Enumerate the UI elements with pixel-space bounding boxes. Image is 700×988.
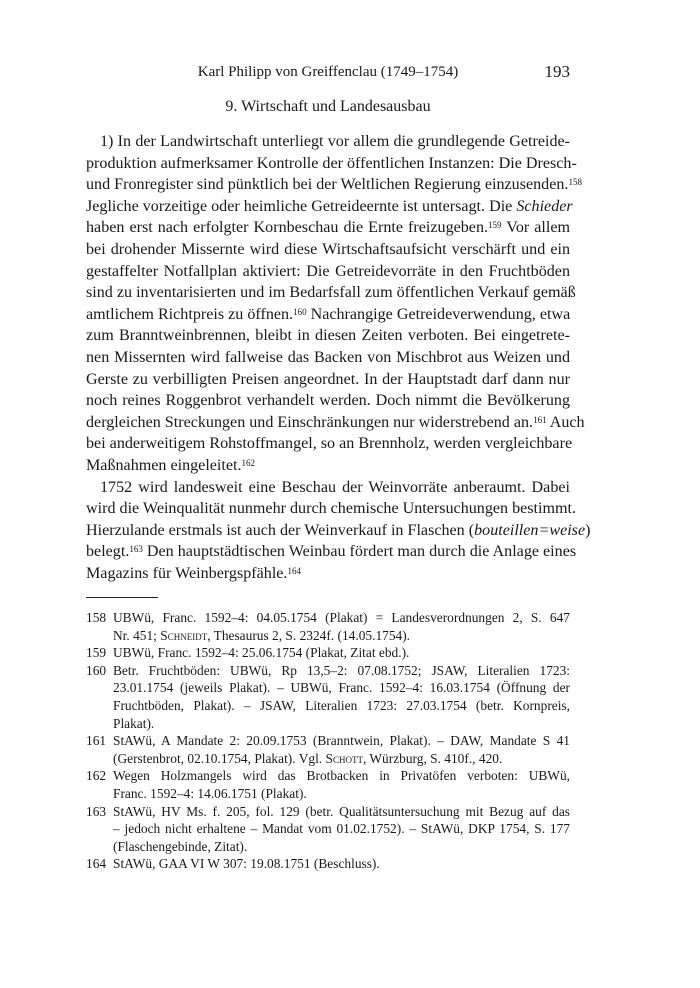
footnote-line: Plakat).: [113, 715, 155, 731]
text-line: wird die Weinqualität nunmehr durch chemische Untersuchungen bestimmt.: [86, 500, 577, 518]
footnote-158: [86, 609, 570, 644]
text-line: zum Branntweinbrennen, bleibt in diesen Zeiten verboten. Bei eingetrete-: [86, 327, 570, 345]
footnote-number: 162: [86, 768, 107, 784]
text-span: und Fronregister sind pünktlich bei der Weltlichen Regierung einzusenden.: [86, 176, 569, 194]
text-span: , Würzburg, S. 410f., 420.: [362, 750, 503, 766]
footnote-number: 158: [86, 610, 107, 625]
text-line: [86, 541, 577, 563]
page-number: 193: [544, 62, 570, 81]
text-line: bei drohender Missernte wird diese Wirtschaftsaufsicht verschärft und ein: [86, 240, 570, 258]
footnote-163: [86, 803, 570, 856]
text-span: Nr. 451;: [113, 627, 161, 643]
footnote-line: StAWü, GAA VI W 307: 19.08.1751 (Beschluss).: [113, 856, 380, 872]
footnote-number: 164: [86, 856, 107, 872]
text-line: [86, 412, 585, 434]
footnote-line: Franc. 1592–4: 14.06.1751 (Plakat).: [113, 785, 307, 801]
footnote-number: 161: [86, 733, 107, 749]
emphasis: Schieder: [516, 197, 573, 215]
footnotes: [86, 609, 570, 873]
text-span: dergleichen Streckungen und Einschränkungen nur widerstrebend an.: [86, 413, 534, 431]
footnote-ref[interactable]: 159: [488, 220, 502, 231]
text-line: produktion aufmerksamer Kontrolle der öffentlichen Instanzen: Die Dresch-: [86, 154, 577, 172]
footnote-160: [86, 662, 570, 732]
text-line: 1752 wird landesweit eine Beschau der Weinvorräte anberaumt. Dabei: [100, 478, 570, 496]
footnote-ref[interactable]: 163: [129, 544, 143, 555]
text-span: Magazins für Weinbergspfähle.: [86, 564, 288, 582]
text-line: [86, 520, 591, 542]
text-line: [86, 563, 570, 585]
text-span: Hierzulande erstmals ist auch der Weinverkauf in Flaschen (: [86, 521, 475, 539]
text-span: (Gerstenbrot, 02.10.1754, Plakat). Vgl.: [113, 750, 326, 766]
footnote-ref[interactable]: 162: [241, 457, 256, 468]
text-span: Vor allem: [501, 219, 570, 237]
footnote-number: 163: [86, 803, 107, 819]
text-line: 1) In der Landwirtschaft unterliegt vor allem die grundlegende Getreide-: [100, 133, 570, 150]
text-span: ): [585, 521, 591, 539]
footnote-line: Wegen Holzmangels wird das Brotbacken in Privatöfen verboten: UBWü,: [113, 768, 570, 784]
text-line: nen Missernten wird fallweise das Backen von Mischbrot aus Weizen und: [86, 348, 570, 366]
text-span: Maßnahmen eingeleitet.: [86, 456, 242, 474]
footnote-ref[interactable]: 164: [287, 565, 301, 576]
footnote-ref[interactable]: 160: [293, 306, 307, 317]
footnote-162: [86, 767, 570, 802]
footnote-separator: [86, 597, 158, 598]
footnote-line: StAWü, A Mandate 2: 20.09.1753 (Branntwein, Plakat). – DAW, Mandate S 41: [113, 733, 570, 749]
footnote-line: Betr. Fruchtböden: UBWü, Rp 13,5–2: 07.08.1752; JSAW, Literalien 1723:: [113, 662, 570, 678]
text-line: gestaffelter Notfallplan aktiviert: Die Getreidevorräte in den Fruchtböden: [86, 262, 570, 280]
text-line: Gerste zu verbilligten Preisen angeordnet. In der Hauptstadt darf dann nur: [86, 370, 570, 388]
text-line: [86, 196, 573, 218]
text-line: [86, 217, 570, 239]
text-line: [86, 455, 570, 477]
text-span: belegt.: [86, 543, 130, 561]
footnote-ref[interactable]: 161: [533, 414, 547, 425]
running-title: Karl Philipp von Greiffenclau (1749–1754): [197, 64, 459, 80]
author-name: Schott: [325, 750, 363, 766]
text-span: Auch: [546, 413, 585, 431]
footnote-line: StAWü, HV Ms. f. 205, fol. 129 (betr. Qualitätsuntersuchung mit Bezug auf das: [113, 803, 570, 819]
footnote-number: 160: [86, 662, 107, 678]
footnote-line: [113, 750, 570, 768]
footnote-159: [86, 644, 570, 662]
footnote-164: [86, 855, 570, 873]
emphasis: bouteillen=weise: [474, 521, 586, 539]
footnote-line: 23.01.1754 (jeweils Plakat). – UBWü, Franc. 1592–4: 16.03.1754 (Öffnung der: [113, 680, 570, 696]
footnote-ref[interactable]: 158: [568, 177, 582, 188]
text-span: amtlichem Richtpreis zu öffnen.: [86, 305, 294, 323]
footnote-line: Fruchtböden, Plakat). – JSAW, Literalien 1723: 27.03.1754 (betr. Kornpreis,: [113, 697, 570, 713]
body-text: [86, 131, 591, 584]
text-line: [86, 174, 582, 196]
section-heading: 9. Wirtschaft und Landesausbau: [225, 98, 431, 115]
footnote-line: UBWü, Franc. 1592–4: 25.06.1754 (Plakat, Zitat ebd.).: [113, 645, 410, 661]
footnote-number: 159: [86, 645, 107, 661]
text-line: noch reines Roggenbrot verhandelt werden. Doch nimmt die Bevölkerung: [86, 392, 570, 410]
text-line: [86, 304, 570, 326]
text-span: Jegliche vorzeitige oder heimliche Getreideernte ist untersagt. Die: [86, 197, 517, 215]
footnote-line: (Flaschengebinde, Zitat).: [113, 838, 248, 854]
text-span: Nachrangige Getreideverwendung, etwa: [306, 305, 571, 323]
text-span: Den hauptstädtischen Weinbau fördert man durch die Anlage eines: [142, 543, 577, 561]
author-name: Schneidt: [160, 627, 208, 643]
footnote-line: – jedoch nicht erhaltene – Mandat vom 01.02.1752). – StAWü, DKP 1754, S. 177: [113, 821, 570, 837]
text-span: , Thesaurus 2, S. 2324f. (14.05.1754).: [207, 627, 411, 643]
footnote-line: [113, 627, 570, 645]
footnote-161: [86, 732, 570, 767]
text-line: sind zu inventarisierten und im Bedarfsfall zum öffentlichen Verkauf gemäß: [86, 284, 576, 302]
text-span: haben erst nach erfolgter Kornbeschau die Ernte freizugeben.: [86, 219, 489, 237]
footnote-line: UBWü, Franc. 1592–4: 04.05.1754 (Plakat) = Landesverordnungen 2, S. 647: [113, 610, 570, 625]
text-line: bei anderweitigem Rohstoffmangel, so an Brennholz, werden vergleichbare: [86, 435, 573, 453]
running-header: [86, 64, 570, 86]
